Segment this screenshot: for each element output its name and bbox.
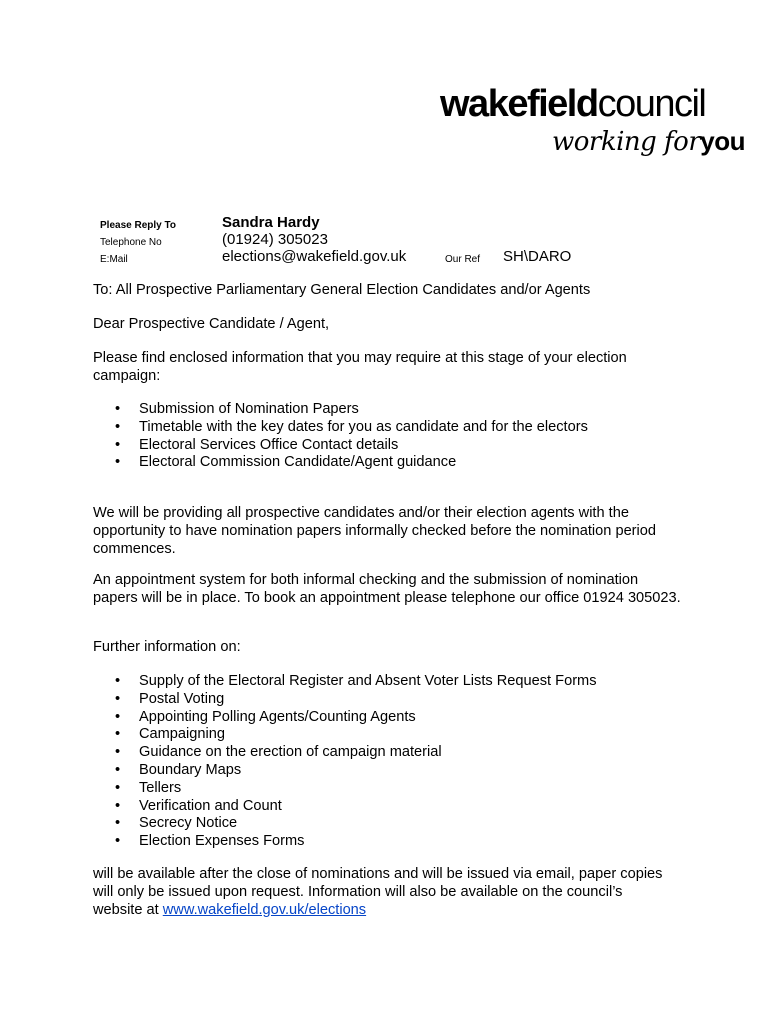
ref-value: SH\DARO [503, 248, 572, 265]
logo-tagline [552, 126, 745, 157]
closing-paragraph [93, 866, 663, 919]
list-item: • Electoral Commission Candidate/Agent guidance [93, 454, 713, 472]
further-items-list [93, 673, 713, 851]
list-item: • Campaigning [93, 726, 713, 744]
list-item: • Boundary Maps [93, 762, 713, 780]
list-item: • Tellers [93, 780, 713, 798]
logo-wordmark [440, 82, 705, 126]
enclosed-items-list [93, 401, 713, 472]
to-line: To: All Prospective Parliamentary General Election Candidates and/or Agents [93, 282, 591, 298]
list-item: • Election Expenses Forms [93, 833, 713, 851]
appointment-paragraph: An appointment system for both informal checking and the submission of nomination papers will be in place. To book an appointment please telephone our office 01924 305023. [93, 572, 681, 606]
elections-website-link[interactable]: www.wakefield.gov.uk/elections [162, 901, 367, 918]
logo-tagline-italic: working for [552, 127, 701, 157]
reply-value: Sandra Hardy [222, 214, 320, 231]
closing-text: will be available after the close of nominations and will be issued via email, paper copies will only be issued upon request. Information will also be available on the council’s website at [93, 866, 663, 918]
list-item: • Submission of Nomination Papers [93, 401, 713, 419]
list-item: • Timetable with the key dates for you as candidate and for the electors [93, 419, 713, 437]
salutation: Dear Prospective Candidate / Agent, [93, 316, 330, 332]
email-label: E:Mail [100, 254, 128, 265]
telephone-value: (01924) 305023 [222, 231, 328, 248]
further-heading: Further information on: [93, 639, 241, 655]
logo-name-bold: wakefield [440, 83, 598, 125]
list-item: • Electoral Services Office Contact details [93, 437, 713, 455]
intro-paragraph: Please find enclosed information that you may require at this stage of your election campaign: [93, 350, 627, 384]
list-item: • Supply of the Electoral Register and Absent Voter Lists Request Forms [93, 673, 713, 691]
list-item: • Appointing Polling Agents/Counting Agents [93, 709, 713, 727]
email-value[interactable]: elections@wakefield.gov.uk [222, 248, 407, 265]
ref-label: Our Ref [445, 254, 481, 265]
logo-name-light: council [597, 83, 706, 125]
list-item: • Secrecy Notice [93, 815, 713, 833]
list-item: • Verification and Count [93, 798, 713, 816]
list-item: • Postal Voting [93, 691, 713, 709]
reply-label: Please Reply To [100, 220, 176, 231]
logo-tagline-bold: you [700, 126, 745, 156]
council-logo [440, 82, 745, 182]
checking-paragraph: We will be providing all prospective candidates and/or their election agents with the opportunity to have nomination papers informally checked before the nomination period commences. [93, 505, 657, 557]
telephone-label: Telephone No [100, 237, 162, 248]
list-item: • Guidance on the erection of campaign material [93, 744, 713, 762]
